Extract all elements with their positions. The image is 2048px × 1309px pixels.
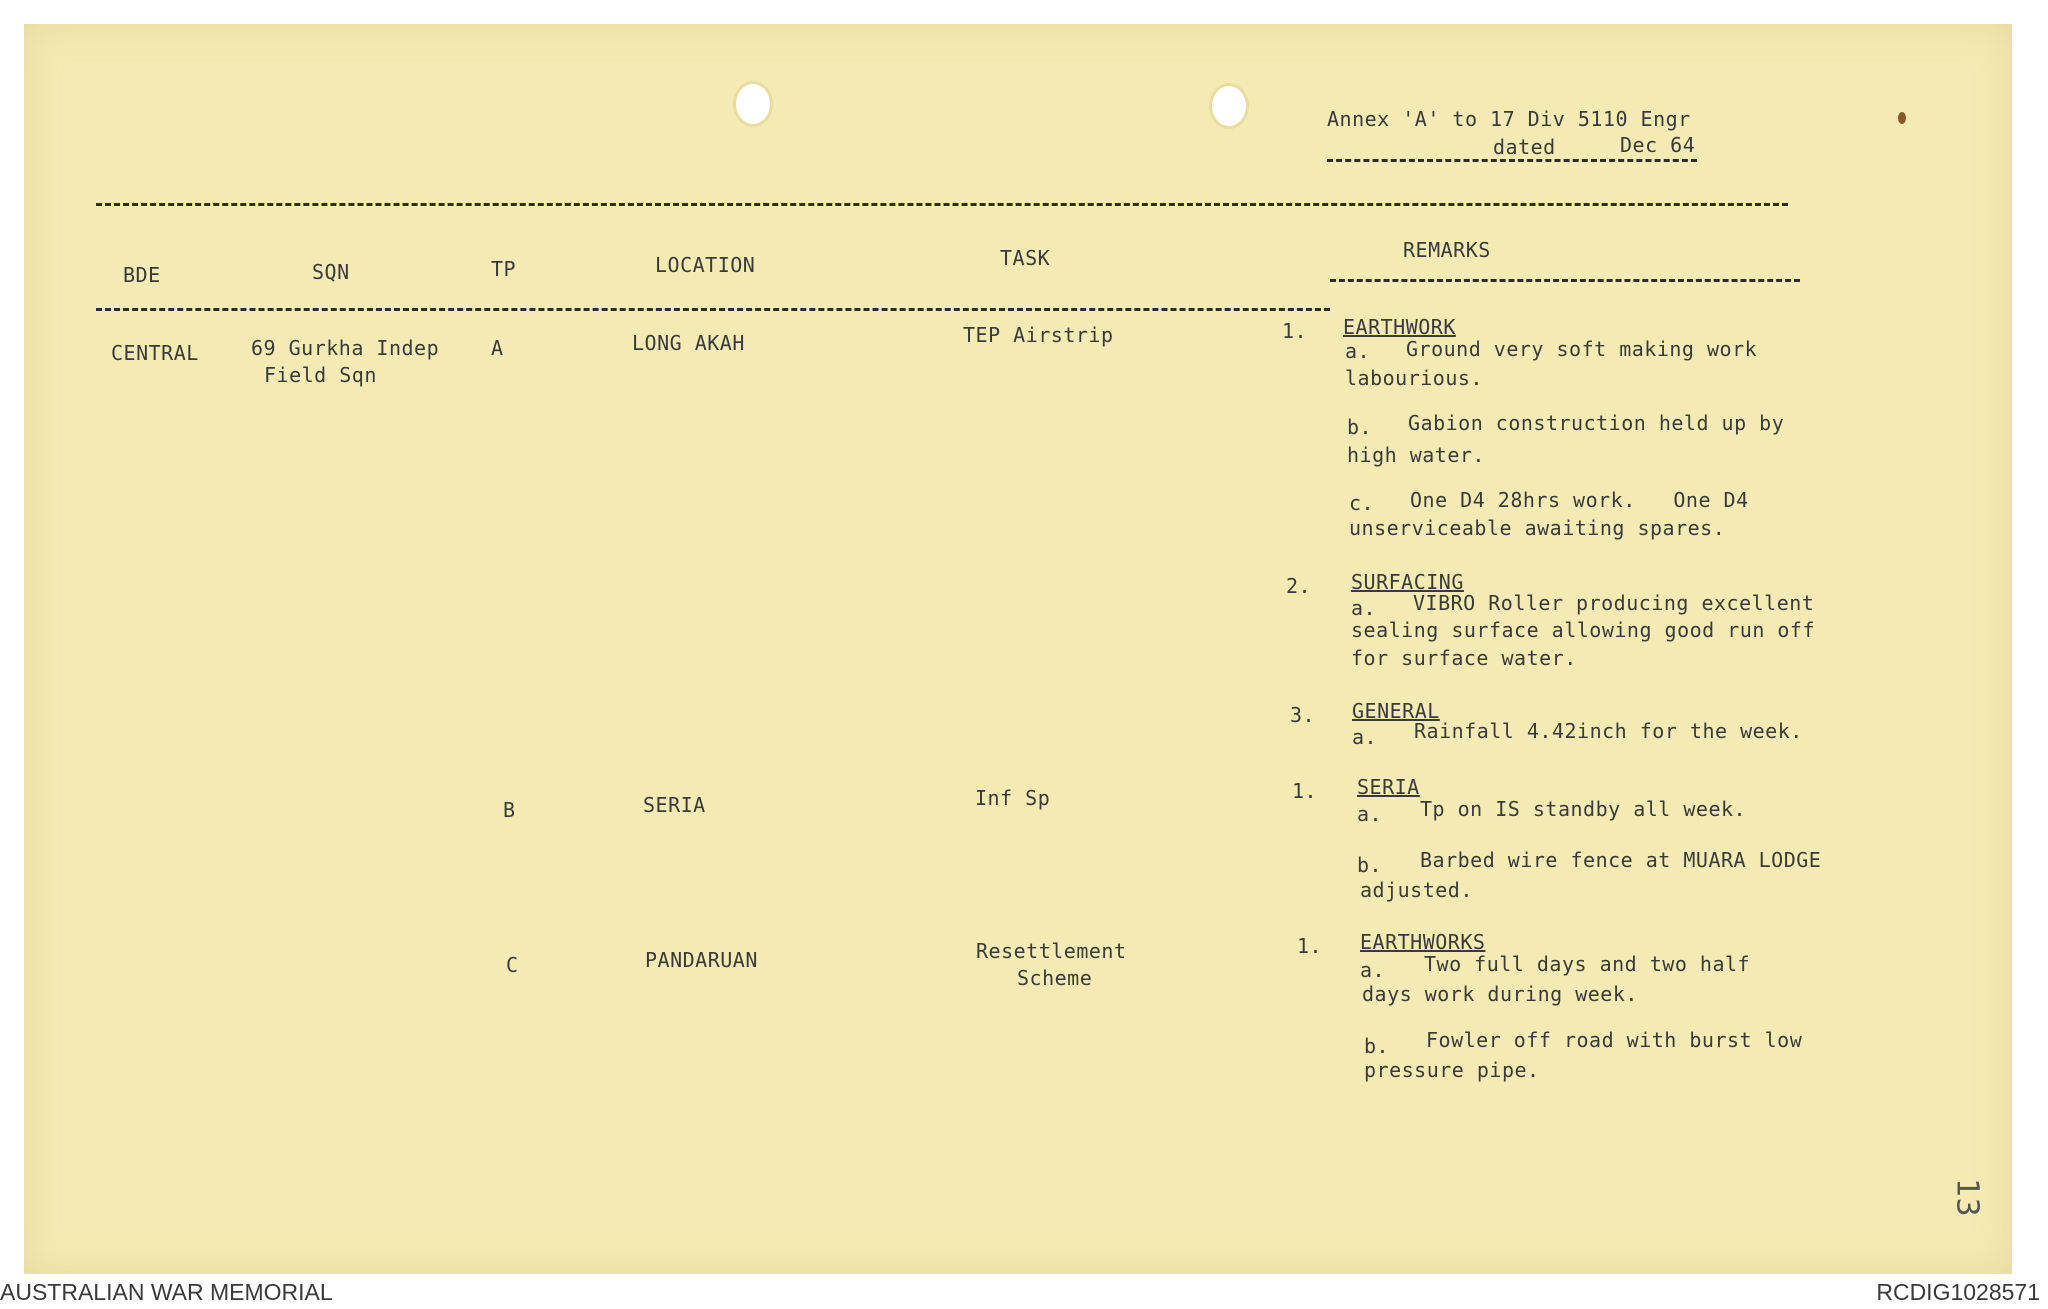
row-a-location: LONG AKAH [632, 331, 745, 355]
remark-item-letter: a. [1351, 596, 1377, 620]
row-a-tp: A [491, 336, 504, 360]
remark-number: 1. [1292, 779, 1318, 803]
paper-stain [1898, 112, 1906, 124]
remark-heading-surfacing: SURFACING [1351, 570, 1464, 594]
remark-item-line: Rainfall 4.42inch for the week. [1414, 719, 1803, 743]
remark-number: 1. [1297, 934, 1323, 958]
table-header-rule [96, 308, 1330, 311]
bde-value: CENTRAL [111, 341, 199, 365]
col-header-bde: BDE [123, 263, 161, 287]
document-sheet [24, 24, 2012, 1274]
row-a-task: TEP Airstrip [963, 323, 1114, 347]
remark-number: 1. [1282, 319, 1308, 343]
remark-item-line: days work during week. [1362, 982, 1638, 1006]
remark-item-line: sealing surface allowing good run off [1351, 618, 1816, 642]
remark-item-letter: b. [1364, 1034, 1390, 1058]
remark-heading-seria: SERIA [1357, 775, 1420, 799]
sqn-line-1: 69 Gurkha Indep [251, 336, 440, 360]
row-b-location: SERIA [643, 793, 706, 817]
remark-item-line: Two full days and two half [1424, 952, 1751, 976]
remark-item-line: Fowler off road with burst low [1426, 1028, 1803, 1052]
remarks-header-rule [1330, 279, 1800, 282]
remark-item-letter: b. [1357, 853, 1383, 877]
remark-number: 2. [1286, 574, 1312, 598]
col-header-tp: TP [491, 257, 517, 281]
remark-item-letter: a. [1357, 802, 1383, 826]
punch-hole-right [1212, 86, 1246, 126]
col-header-sqn: SQN [312, 260, 350, 284]
dated-label: dated [1493, 135, 1556, 159]
remark-item-line: One D4 28hrs work. One D4 [1410, 488, 1749, 512]
remark-item-line: labourious. [1345, 366, 1483, 390]
remark-item-line: high water. [1347, 443, 1485, 467]
header-underline [1327, 159, 1697, 162]
remark-item-letter: a. [1360, 958, 1386, 982]
remark-item-line: Tp on IS standby all week. [1420, 797, 1747, 821]
row-c-location: PANDARUAN [645, 948, 758, 972]
col-header-remarks: REMARKS [1403, 238, 1491, 262]
remark-item-letter: c. [1349, 491, 1375, 515]
remark-item-line: VIBRO Roller producing excellent [1413, 591, 1815, 615]
remark-heading-earthworks: EARTHWORKS [1360, 930, 1486, 954]
table-top-rule [96, 203, 1788, 206]
row-c-task-line-1: Resettlement [976, 939, 1127, 963]
col-header-task: TASK [1000, 246, 1051, 270]
footer-record-id: RCDIG1028571 [1876, 1279, 2040, 1305]
row-b-task: Inf Sp [975, 786, 1051, 810]
punch-hole-left [736, 84, 770, 124]
remark-item-line: Barbed wire fence at MUARA LODGE [1420, 848, 1822, 872]
remark-item-letter: a. [1352, 725, 1378, 749]
remark-item-line: for surface water. [1351, 646, 1577, 670]
page-number: 13 [1949, 1178, 1985, 1217]
remark-item-letter: a. [1345, 339, 1371, 363]
remark-item-line: Gabion construction held up by [1408, 411, 1785, 435]
remark-item-line: adjusted. [1360, 878, 1473, 902]
remark-heading-earthwork: EARTHWORK [1343, 315, 1456, 339]
row-c-task-line-2: Scheme [1017, 966, 1093, 990]
annex-reference: Annex 'A' to 17 Div 5110 Engr [1327, 107, 1691, 131]
remark-item-line: Ground very soft making work [1406, 337, 1758, 361]
footer-source: AUSTRALIAN WAR MEMORIAL [0, 1279, 333, 1305]
dated-value: Dec 64 [1620, 133, 1696, 157]
col-header-location: LOCATION [655, 253, 756, 277]
row-b-tp: B [503, 798, 516, 822]
remark-item-line: unserviceable awaiting spares. [1349, 516, 1726, 540]
remark-item-letter: b. [1347, 415, 1373, 439]
remark-number: 3. [1290, 703, 1316, 727]
sqn-line-2: Field Sqn [264, 363, 377, 387]
row-c-tp: C [506, 953, 519, 977]
remark-item-line: pressure pipe. [1364, 1058, 1540, 1082]
remark-heading-general: GENERAL [1352, 699, 1440, 723]
